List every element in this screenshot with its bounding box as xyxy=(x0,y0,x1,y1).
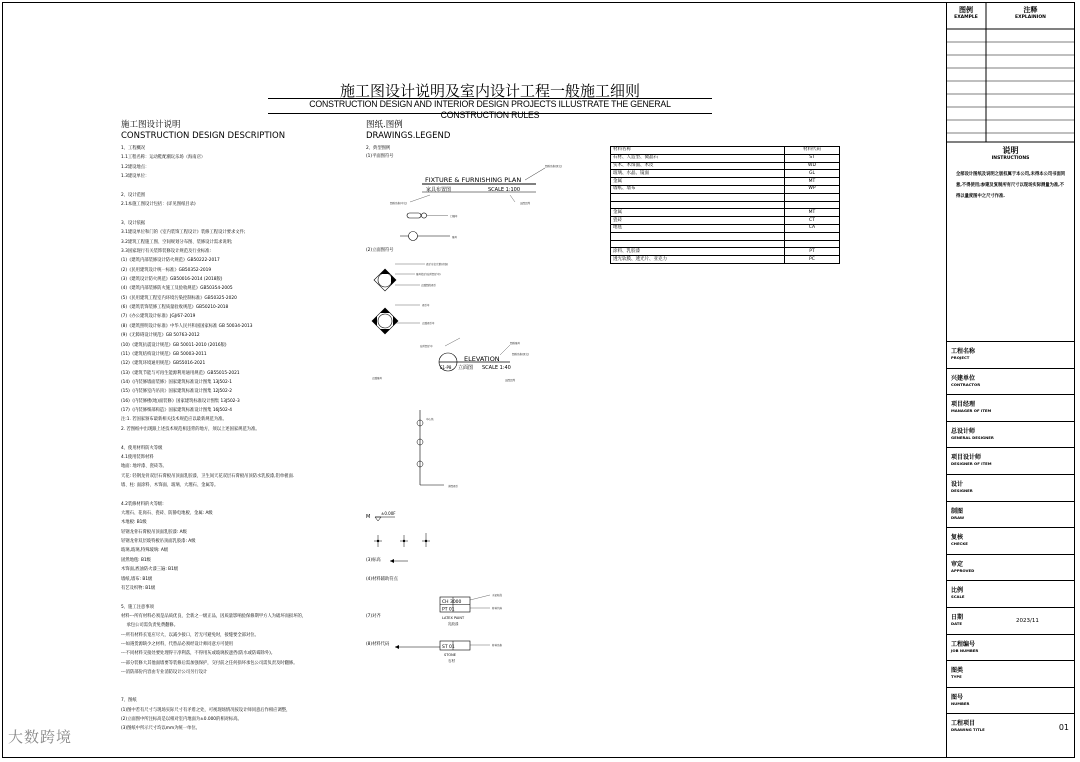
tiny-label: 图纸名称(中文) xyxy=(390,202,407,205)
material-name: 透光软膜、透光片、亚克力 xyxy=(611,256,785,264)
field-label xyxy=(951,401,991,413)
subtitle-rule xyxy=(268,113,712,114)
tiny-label: 材料名称 xyxy=(492,644,503,647)
field-label-cn: 总设计师 xyxy=(951,427,976,435)
stone-cn: 石材 xyxy=(448,659,455,663)
description-line: 天花: 轻钢龙骨双层石膏板吊顶面乳胶漆，卫生间天花双层石膏板吊顶防水乳胶漆,铝单板面. xyxy=(121,473,295,479)
material-code: PC xyxy=(785,256,840,264)
material-row xyxy=(611,240,840,248)
field-label-en: TYPE xyxy=(951,674,962,680)
ceiling-height-tag: CH 3000 xyxy=(442,600,462,605)
material-code xyxy=(785,240,840,248)
description-line: 3、设计依据 xyxy=(121,220,146,226)
field-label-en: GENERAL DESIGNER xyxy=(951,434,994,440)
material-name: 地毯 xyxy=(611,224,785,232)
field-label xyxy=(951,667,963,679)
description-line: ---所有材料长宽应尽大，以减少接口，若无可避免时，接缝要全部对位。 xyxy=(121,632,259,638)
elevation-scale: SCALE 1:40 xyxy=(482,365,511,371)
tiny-label: 门编号 xyxy=(450,215,458,218)
title-block-field xyxy=(946,501,1075,528)
tiny-label: 立面编号 xyxy=(372,377,383,380)
tiny-label: 图纸名称(英文) xyxy=(545,165,562,168)
description-line: 3.2建筑工程施工图、空间规划分布图、装修设计需求说明; xyxy=(121,239,233,245)
title-block-field xyxy=(946,554,1075,581)
instructions-text: 全部设计图纸及说明之版权属于本公司,未得本公司书面同意,不得使用;参建及复制所有尺寸以现场实际测量为准,不得以量度图中之尺寸作准. xyxy=(956,172,1066,199)
description-line: (13)《建筑节能与可再生能源利用通用规范》GB55015-2021 xyxy=(121,370,240,376)
description-line: 4.2装修材料的火等级: xyxy=(121,501,164,507)
material-name: 涂料、乳胶漆 xyxy=(611,248,785,256)
page-title: 施工图设计说明及室内设计工程一般施工细则 xyxy=(339,82,640,100)
material-code: ST xyxy=(785,154,840,162)
middle-heading-en: DRAWINGS.LEGEND xyxy=(366,131,451,141)
legend-symbols xyxy=(360,155,590,695)
field-label-cn: 设计 xyxy=(951,481,964,488)
field-label-cn: 比例 xyxy=(951,587,964,595)
description-line: (15)《内装修室内吊顶》国家建筑标准设计图集 12J502-2 xyxy=(121,389,233,395)
description-line: 3.1建设单位和门的《室内装饰工程设计》装修工程设计要求文件; xyxy=(121,230,246,236)
description-line: (6)《建筑装饰装修工程质量验收规范》GB50210-2018 xyxy=(121,305,229,311)
field-label-cn: 工程项目 xyxy=(951,720,976,728)
material-row xyxy=(611,154,840,162)
description-line: ---消防部份内容由专业消防设计公司另行设计 xyxy=(121,670,208,676)
description-line: 2、设计范围 xyxy=(121,192,146,198)
material-row xyxy=(611,232,840,240)
description-line: 7、图纸 xyxy=(121,698,137,704)
description-line: (7)《办公建筑设计标准》JGJ/67-2019 xyxy=(121,314,196,320)
material-row xyxy=(611,193,840,201)
material-code: MT xyxy=(785,178,840,186)
field-label xyxy=(951,587,964,599)
material-name: 玻璃、水晶、镜面 xyxy=(611,170,785,178)
legend-item: (7)对齐 xyxy=(366,614,381,619)
description-line: (9)《无障碍设计规范》GB 50763-2012 xyxy=(121,333,200,339)
material-name: 石材、人造型、微晶石 xyxy=(611,154,785,162)
explain-en: EXPLAINION xyxy=(1015,15,1046,20)
description-line: 木饰面,底油防火漆三遍: B1级 xyxy=(121,567,179,573)
description-line: 4.1使用装饰材料 xyxy=(121,454,154,460)
field-label-cn: 图号 xyxy=(951,693,964,701)
watermark: 大数跨境 xyxy=(8,728,73,746)
material-name: 墙纸、墙布 xyxy=(611,185,785,193)
legend-item: 2、典型图例 xyxy=(366,146,391,151)
description-line: ---部分装修大其他面墙要等装修后需加强保护，交付前之任何损坏承包公司需负责及时翻修。 xyxy=(121,660,298,666)
material-name: 实木、木饰面、木皮 xyxy=(611,162,785,170)
material-name xyxy=(611,193,785,201)
explain-cn: 注释 xyxy=(1023,6,1038,14)
title-block-field xyxy=(946,580,1075,607)
description-line: (11)《建筑结构设计规范》GB 50003-2011 xyxy=(121,351,207,357)
description-line: 材料---所有材料必须是品质优良、全新之一级正品，因质量影响验保修期甲方人为破坏而损坏的， xyxy=(121,614,307,619)
description-line: ---如遇货源缺少之材料，代替品必须经设计师同意方可使用 xyxy=(121,642,234,648)
field-label-cn: 制图 xyxy=(951,507,964,515)
tiny-label: 编号指示(在所图示中) xyxy=(416,273,441,276)
field-label xyxy=(951,694,969,706)
title-block-field xyxy=(946,421,1075,448)
title-block-field xyxy=(946,447,1075,474)
description-line: (10)《建筑抗震设计规范》GB 50011-2010 (2016版) xyxy=(121,342,227,348)
field-label-cn: 图类 xyxy=(951,667,964,675)
material-code: CT xyxy=(785,217,840,225)
description-line: (12)《建筑环境通用规范》GB55016-2021 xyxy=(121,361,206,367)
elevation-cn: 立面图 xyxy=(458,365,474,371)
field-label-en: MANAGER OF ITEM xyxy=(951,408,992,414)
field-label-cn: 项目设计师 xyxy=(951,454,982,462)
title-block-field xyxy=(946,660,1075,687)
title-block-field xyxy=(946,527,1075,554)
legend-item: (4)材料辅助符点 xyxy=(366,577,398,582)
elevation-label: ELEVATION xyxy=(464,355,500,363)
plan-title-cn: 家具布置图 xyxy=(426,187,452,193)
description-line: 木地板: B1级 xyxy=(121,520,147,526)
stone-label: STONE xyxy=(444,653,456,657)
tiny-label: 材料代码 xyxy=(492,607,503,610)
material-row xyxy=(611,185,840,193)
tiny-label: 立面索引号 xyxy=(422,322,435,325)
material-name xyxy=(611,232,785,240)
material-code: MT xyxy=(785,209,840,217)
field-label-en: DESIGNER xyxy=(951,488,973,493)
field-label xyxy=(951,348,975,360)
field-value: 01 xyxy=(1058,723,1069,733)
level-value: ±0.00F xyxy=(381,511,396,516)
stone-tag: ST 01 xyxy=(442,645,455,650)
material-code: WD xyxy=(785,162,840,170)
description-line: 2.1本施工图设计包括：(详见图纸目录) xyxy=(121,202,196,208)
field-label xyxy=(951,508,964,520)
latex-label: LATEX PAINT xyxy=(442,616,465,620)
description-line: 1.1工程名称：运动鞋配潮玩乐场（海南店） xyxy=(121,155,206,161)
left-heading-en: CONSTRUCTION DESIGN DESCRIPTION xyxy=(121,131,286,141)
plan-scale: SCALE 1:100 xyxy=(488,187,521,193)
description-line: 玻璃,玻璃,特殊玻璃: A级 xyxy=(121,548,169,554)
description-line: 1.3建设单位： xyxy=(121,174,150,180)
material-name-header: 材料名称 xyxy=(611,147,785,155)
field-label-en: NUMBER xyxy=(951,700,970,706)
description-line: 地面: 地坪漆、瓷砖等。 xyxy=(121,464,167,470)
material-row xyxy=(611,201,840,209)
tiny-label: 出图比例 xyxy=(505,379,516,382)
legend-item: (1)平面图符号 xyxy=(366,154,394,159)
description-line: (1)图中若有尺寸与现场实际尺寸有矛盾之处，可视现场情况按设计师同意后作相应调整， xyxy=(121,707,291,713)
field-label-en: JOB NUMBER xyxy=(951,647,979,653)
field-label-cn: 工程名称 xyxy=(951,348,976,355)
latex-cn: 乳胶漆 xyxy=(448,622,459,626)
description-line: 1、工程概况 xyxy=(121,146,146,151)
description-line: 大理石、花岗石、瓷砖、防静电地板、金属: A级 xyxy=(121,511,213,517)
middle-heading-cn: 图纸.图例 xyxy=(366,120,403,130)
description-line: 有艺及织物: B1级 xyxy=(121,585,156,591)
field-label xyxy=(951,720,985,732)
title-block-field xyxy=(946,713,1075,740)
field-label xyxy=(951,534,968,546)
description-line: (14)《内装修墙面装修》国家建筑标准设计图集 13J502-1 xyxy=(121,380,233,385)
description-line: (2)立面图中所注标高是以相对室内地面为±0.000的相对标高。 xyxy=(121,716,242,722)
field-label xyxy=(951,481,973,493)
instructions-en: INSTRUCTIONS xyxy=(991,156,1030,161)
description-line: 4、使用材料防火等级 xyxy=(121,445,163,451)
field-label-en: DATE xyxy=(951,621,962,626)
title-block-grid xyxy=(946,2,1075,147)
title-block-field xyxy=(946,634,1075,661)
plan-title-label: FIXTURE & FURNISHING PLAN xyxy=(425,176,522,184)
material-name: 金属 xyxy=(611,209,785,217)
materials-table xyxy=(610,146,840,264)
elevation-number: E1-P8 xyxy=(440,365,452,370)
material-name xyxy=(611,240,785,248)
example-en: EXAMPLE xyxy=(954,15,978,20)
tiny-label: 天花标高 xyxy=(492,594,503,597)
description-line: 3.3国家现行有关装饰装修设计规范及行业标准: xyxy=(121,248,211,254)
field-label-en: CONTRACTOR xyxy=(951,381,981,387)
field-label-en: CHECKE xyxy=(951,541,968,547)
description-line: (16)《内装修楼(地)面装修》国家建筑标准设计图集 13J502-3 xyxy=(121,398,240,404)
field-label xyxy=(951,641,978,653)
description-line: (5)《民用建筑工程室内环境污染控制标准》GB50325-2020 xyxy=(121,295,237,301)
legend-item: (2)立面图符号 xyxy=(366,248,394,253)
tiny-label: 图纸编号 xyxy=(510,342,521,345)
material-code xyxy=(785,201,840,209)
material-row xyxy=(611,178,840,186)
material-name xyxy=(611,201,785,209)
material-name: 瓷砖 xyxy=(611,217,785,225)
left-heading-cn: 施工图设计说明 xyxy=(121,120,181,130)
tiny-label: 详图索引 xyxy=(448,485,459,488)
title-block-field xyxy=(946,368,1075,395)
material-row xyxy=(611,170,840,178)
description-line: (3)图纸中所示尺寸均以mm为统一单位。 xyxy=(121,726,200,732)
description-line: 注:1. 若国家颁布最新相关技术规范应以最新规范为准。 xyxy=(121,417,227,423)
tiny-label: 编号 xyxy=(452,236,458,239)
paint-tag: PT 01 xyxy=(442,607,455,613)
description-line: 2. 若图纸中出现跟上述技术规范相违背的地方，须以上述国家规范为准。 xyxy=(121,426,260,432)
title-block-field xyxy=(946,607,1075,634)
material-code-header: 材料代码 xyxy=(785,147,840,155)
field-label-cn: 审定 xyxy=(951,560,964,568)
field-label xyxy=(951,428,994,440)
title-block-field xyxy=(946,394,1075,421)
field-label-en: DRAWING TITLE xyxy=(951,727,985,733)
title-block-field xyxy=(946,474,1075,501)
tiny-label: 在所图示中 xyxy=(420,345,433,348)
material-code: GL xyxy=(785,170,840,178)
description-line: 5、施工注意事项 xyxy=(121,604,154,610)
legend-item: (3)标高 xyxy=(366,558,381,563)
field-label-cn: 复核 xyxy=(951,534,964,542)
material-code: PT xyxy=(785,248,840,256)
description-line: (3)《建筑设计防火规范》GB50016-2014 (2018版) xyxy=(121,277,223,283)
tiny-label: 图纸名称(英文) xyxy=(512,353,529,356)
description-line: 1.2建设地点： xyxy=(121,164,150,170)
material-code xyxy=(785,193,840,201)
material-row xyxy=(611,209,840,217)
title-block-field xyxy=(946,687,1075,714)
tiny-label: 出图比例 xyxy=(520,202,531,205)
example-cn: 图例 xyxy=(959,6,973,14)
material-row xyxy=(611,217,840,225)
description-line: 墙纸,墙布: B1级 xyxy=(121,576,153,582)
material-code xyxy=(785,232,840,240)
material-name: 金属 xyxy=(611,178,785,186)
description-line: 承包公司需负责免费翻修。 xyxy=(121,623,179,629)
description-line: (2)《民用建筑设计统一标准》GB50352-2019 xyxy=(121,267,212,273)
materials-header-row xyxy=(611,147,840,155)
field-label-cn: 兴建单位 xyxy=(951,374,976,382)
description-line: (1)《建筑内部装修设计防火规范》GB50222-2017 xyxy=(121,258,220,264)
instructions-cn: 说明 xyxy=(1002,146,1019,155)
material-code: WP xyxy=(785,185,840,193)
description-line: 轻钢龙骨双层玻特板吊顶面乳胶漆: A级 xyxy=(121,539,196,545)
field-label-cn: 工程编号 xyxy=(951,640,976,648)
tiny-label: 中心线 xyxy=(426,418,434,421)
material-row xyxy=(611,162,840,170)
field-label-en: DRAW xyxy=(951,514,965,520)
field-label-en: SCALE xyxy=(951,594,965,600)
field-label xyxy=(951,614,963,626)
field-label-cn: 日期 xyxy=(951,614,964,621)
title-block-field xyxy=(946,341,1075,368)
page-subtitle: CONSTRUCTION DESIGN AND INTERIOR DESIGN PROJECTS ILLUSTRATE THE GENERAL CONSTRUCTION RULES xyxy=(309,99,671,121)
field-label-cn: 项目经理 xyxy=(951,401,976,409)
tiny-label: 立面图的索引 xyxy=(421,284,437,287)
material-row xyxy=(611,224,840,232)
level-mark-m: M xyxy=(366,514,371,520)
description-line: (8)《建筑照明设计标准》中华人民共和国国家标准 GB 50034-2013 xyxy=(121,323,253,329)
tiny-label: 索引号 xyxy=(422,304,430,307)
legend-item: (8)材料代码 xyxy=(366,642,390,647)
tiny-label: 表示方位示意(内容) xyxy=(426,263,448,266)
description-line: 固然地毯: B1级 xyxy=(121,557,151,563)
material-row xyxy=(611,248,840,256)
description-line: (17)《内装修细部构造》国家建筑标准设计图集 16J502-4 xyxy=(121,408,233,414)
field-label-en: DESIGNER OF ITEM xyxy=(951,461,992,467)
field-label xyxy=(951,454,992,466)
field-value: 2023/11 xyxy=(1016,618,1039,624)
field-label xyxy=(951,375,980,387)
description-line: 墙、柱: 面涂料、木饰面、玻璃、大理石、金属等。 xyxy=(121,482,219,488)
description-line: (4)《建筑内部装修防火施工及验收规范》GB50354-2005 xyxy=(121,286,233,292)
description-line: ---不同材料交接处要处理得干净利落，不得用灰或玻璃胶遮挡(防水或防霉除外)。 xyxy=(121,651,276,657)
material-row xyxy=(611,256,840,264)
field-label xyxy=(951,561,974,573)
field-label-en: PROJECT xyxy=(951,355,970,360)
field-label-en: APPROVED xyxy=(951,567,975,573)
material-code: CA xyxy=(785,224,840,232)
description-line: 轻钢龙骨石膏板吊顶面乳胶漆: A级 xyxy=(121,529,187,535)
